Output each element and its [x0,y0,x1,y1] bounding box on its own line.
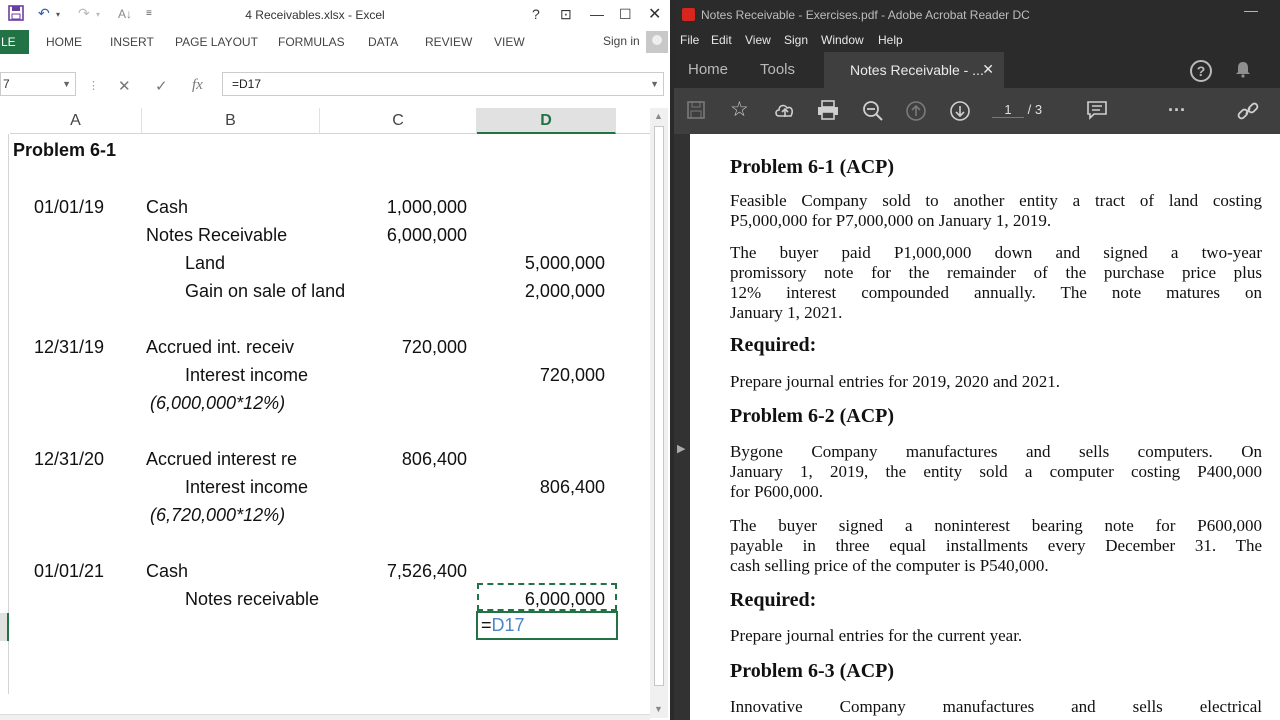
tab-review[interactable]: REVIEW [425,35,473,49]
horizontal-scrollbar[interactable] [0,714,650,720]
entry2-note[interactable]: (6,000,000*12%) [150,393,286,413]
minimize-icon[interactable]: — [1244,2,1258,18]
text-line: payable in three equal installments every December 31. The [730,536,1262,555]
print-icon[interactable] [817,100,839,125]
tab-home[interactable]: HOME [46,35,82,49]
acrobat-tab-bar [674,52,1280,88]
menu-edit[interactable]: Edit [711,33,732,47]
entry1-cash[interactable]: Cash [146,197,189,217]
close-tab-icon[interactable]: ✕ [982,61,994,77]
entry1-notes-receivable-amount[interactable]: 6,000,000 [386,225,467,245]
chevron-down-icon[interactable]: ▼ [62,79,71,89]
upload-cloud-icon[interactable] [773,100,797,125]
column-header-d[interactable]: D [477,108,616,134]
entry4-notes-receivable[interactable]: Notes receivable [185,589,320,609]
problem-6-3-title: Problem 6-3 (ACP) [730,660,895,682]
avatar[interactable] [646,31,668,53]
acrobat-window [674,0,1280,720]
text-line: The buyer signed a noninterest bearing note for P600,000 [730,516,1262,535]
menu-window[interactable]: Window [821,33,864,47]
text-line: January 1, 2021. [730,303,843,322]
formula-input[interactable] [222,72,664,96]
problem-6-1-required: Required: [730,334,817,356]
problem-6-2-paragraph-1 [730,442,1262,502]
entry1-land-amount[interactable]: 5,000,000 [524,253,605,273]
acrobat-title-bar [674,0,1280,30]
ribbon-tabs [0,30,670,54]
sign-in-link[interactable]: Sign in [603,34,640,48]
share-link-icon[interactable] [1236,100,1260,127]
tab-document-label: Notes Receivable - ... [850,62,984,78]
undo-dropdown-icon[interactable]: ▾ [56,10,61,19]
menu-sign[interactable]: Sign [784,33,809,47]
close-icon[interactable]: ✕ [648,6,662,23]
column-header-e[interactable] [616,108,650,134]
redo-dropdown-icon[interactable]: ▾ [96,10,101,19]
customize-qat-icon[interactable]: ≡ [146,8,152,19]
entry4-date[interactable]: 01/01/21 [34,561,105,581]
selected-row-header[interactable] [0,613,9,641]
tab-formulas[interactable]: FORMULAS [278,35,345,49]
minimize-icon[interactable]: — [590,6,604,22]
row-headers[interactable] [0,134,9,694]
text-line: P5,000,000 for P7,000,000 on January 1, 2019. [730,211,1052,230]
acrobat-toolbar [674,88,1280,134]
scroll-up-icon[interactable]: ▲ [654,111,663,121]
entry2-accrued-amount[interactable]: 720,000 [401,337,467,357]
entry2-interest-income[interactable]: Interest income [185,365,309,385]
text-line: Feasible Company sold to another entity a tract of land costing [730,191,1262,210]
entry4-cash-amount[interactable]: 7,526,400 [386,561,467,581]
entry2-interest-income-amount[interactable]: 720,000 [539,365,605,385]
entry3-interest-income[interactable]: Interest income [185,477,309,497]
tab-home[interactable]: Home [688,61,729,78]
problem-6-3-paragraph-1 [730,697,1262,717]
help-icon[interactable]: ? [1190,60,1212,82]
problem-6-2-title: Problem 6-2 (ACP) [730,405,895,427]
formula-value: =D17 [232,77,262,91]
expand-formula-icon[interactable]: ▼ [650,79,659,89]
text-line: for P600,000. [730,482,824,501]
text-line: Bygone Company manufactures and sells computers. On [730,442,1262,461]
next-page-icon[interactable] [949,100,971,127]
ribbon-display-icon[interactable]: ⊡ [560,6,572,22]
problem-6-2-required: Required: [730,589,817,611]
scrollbar-thumb[interactable] [654,126,664,686]
scroll-down-icon[interactable]: ▼ [654,704,663,714]
entry3-accrued-amount[interactable]: 806,400 [401,449,467,469]
tab-data[interactable]: DATA [368,35,399,49]
problem-6-1-title: Problem 6-1 (ACP) [730,156,895,178]
entry1-gain-amount[interactable]: 2,000,000 [524,281,605,301]
tab-insert[interactable]: INSERT [110,35,154,49]
entry4-notes-receivable-amount[interactable]: 6,000,000 [524,589,605,609]
name-box[interactable] [0,72,76,96]
formula-bar [0,66,670,102]
problem-6-1-required-text: Prepare journal entries for 2019, 2020 and 2021. [730,372,1060,391]
menu-file[interactable]: File [680,33,700,47]
problem-6-2-required-text: Prepare journal entries for the current year. [730,626,1023,645]
previous-page-icon[interactable] [905,100,927,127]
comment-icon[interactable] [1086,100,1108,125]
active-cell-editor[interactable] [476,611,618,640]
text-line: cash selling price of the computer is P540,000. [730,556,1049,575]
text-line: 12% interest compounded annually. The note matures on [730,283,1262,302]
column-header-a[interactable]: A [10,108,142,134]
save-icon[interactable] [686,100,706,125]
confirm-edit-icon[interactable]: ✓ [155,78,168,95]
undo-icon[interactable]: ↶ [38,5,50,21]
entry1-land[interactable]: Land [185,253,226,273]
text-line: Innovative Company manufactures and sells electrical [730,697,1262,716]
pdf-page [690,134,1280,720]
notifications-bell-icon[interactable] [1234,60,1252,83]
cancel-edit-icon[interactable]: ✕ [118,78,131,95]
menu-help[interactable]: Help [878,33,903,47]
problem-6-1-paragraph-2 [730,243,1262,323]
sort-icon[interactable]: A↓ [118,7,133,21]
side-panel-toggle[interactable] [674,134,690,720]
entry4-cash[interactable]: Cash [146,561,189,581]
sheet-title[interactable]: Problem 6-1 [13,140,117,160]
entry3-accrued[interactable]: Accrued interest re [146,449,298,469]
page-indicator [992,102,1042,118]
tab-tools[interactable]: Tools [760,61,796,78]
tab-document[interactable] [824,52,1004,88]
problem-6-2-paragraph-2 [730,516,1262,576]
expand-panel-icon[interactable]: ▶ [677,443,686,455]
more-tools-icon[interactable]: ··· [1168,100,1186,120]
entry3-note[interactable]: (6,720,000*12%) [150,505,286,525]
entry2-accrued[interactable]: Accrued int. receiv [146,337,295,357]
entry1-date[interactable]: 01/01/19 [34,197,105,217]
entry3-interest-income-amount[interactable]: 806,400 [539,477,605,497]
entry2-date[interactable]: 12/31/19 [34,337,105,357]
total-pages: / 3 [1027,102,1043,117]
tab-file[interactable]: LE [0,30,29,54]
tab-view[interactable]: VIEW [494,35,525,49]
acrobat-logo-icon [682,8,695,21]
tab-page-layout[interactable]: PAGE LAYOUT [175,35,258,49]
excel-title-bar [0,0,670,30]
bookmark-star-icon[interactable]: ☆ [730,98,749,121]
problem-6-1-paragraph-1 [730,191,1262,231]
insert-function-icon[interactable]: fx [192,77,203,93]
zoom-out-icon[interactable] [862,100,884,127]
text-line: The buyer paid P1,000,000 down and signed a two-year [730,243,1262,262]
help-icon[interactable]: ? [532,6,540,22]
maximize-icon[interactable]: ☐ [619,6,632,22]
entry1-cash-amount[interactable]: 1,000,000 [386,197,467,217]
excel-window-title: 4 Receivables.xlsx - Excel [245,8,385,22]
column-header-c[interactable]: C [320,108,477,134]
redo-icon[interactable]: ↷ [78,5,90,21]
editor-equals: = [481,615,492,635]
text-line: promissory note for the remainder of the purchase price plus [730,263,1262,282]
more-options-icon: ⋮ [88,80,99,92]
current-page-input[interactable]: 1 [992,102,1024,118]
menu-view[interactable]: View [745,33,771,47]
editor-reference: D17 [491,615,525,635]
entry1-gain[interactable]: Gain on sale of land [185,281,346,301]
acrobat-menu-bar [674,30,1280,52]
column-header-b[interactable]: B [142,108,320,134]
acrobat-window-title: Notes Receivable - Exercises.pdf - Adobe Acrobat Reader DC [701,8,1030,22]
vertical-scrollbar[interactable] [650,108,668,718]
text-line: January 1, 2019, the entity sold a computer costing P400,000 [730,462,1262,481]
name-box-value: 7 [3,77,10,91]
entry3-date[interactable]: 12/31/20 [34,449,105,469]
entry1-notes-receivable[interactable]: Notes Receivable [146,225,288,245]
